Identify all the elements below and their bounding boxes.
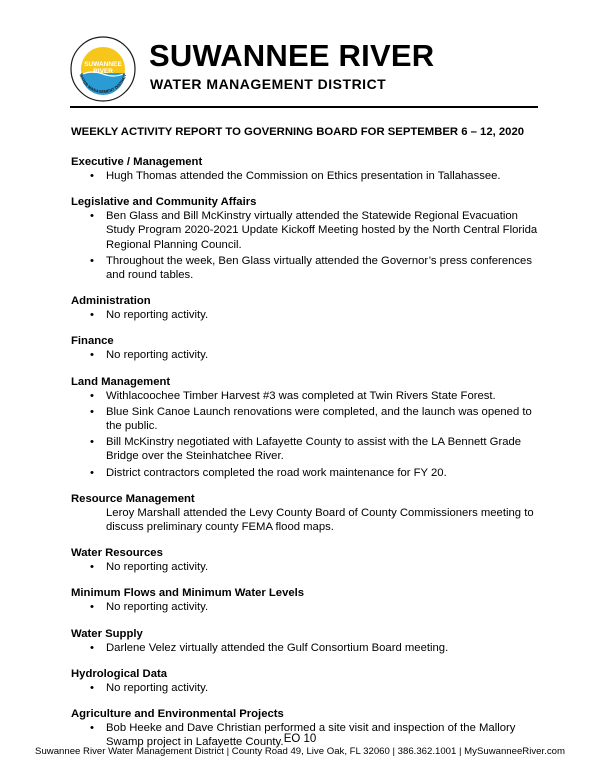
list-item (71, 466, 541, 480)
section-paragraph: Leroy Marshall attended the Levy County Board of County Commissioners meeting to discuss preliminary county FEMA flood maps. (106, 506, 534, 534)
report-section (71, 586, 541, 614)
report-section (71, 546, 541, 574)
list-item (71, 435, 541, 463)
bullet-icon: • (90, 349, 94, 362)
list-item-text: Bill McKinstry negotiated with Lafayette County to assist with the LA Bennett Grade Bridge over the Steinhatchee River. (106, 436, 522, 463)
list-item-text: No reporting activity. (106, 601, 209, 614)
report-sections (71, 155, 541, 749)
letterhead (70, 36, 538, 110)
list-item-text: District contractors completed the road work maintenance for FY 20. (106, 466, 447, 479)
report-body (71, 125, 541, 761)
bullet-list (71, 348, 541, 362)
report-section (71, 155, 541, 183)
section-heading: Hydrological Data (71, 667, 168, 680)
list-item (71, 209, 541, 252)
list-item-text: No reporting activity. (106, 309, 209, 322)
section-heading: Legislative and Community Affairs (71, 196, 257, 209)
report-section (71, 667, 541, 695)
section-heading: Finance (71, 335, 114, 348)
footer-address: Suwannee River Water Management District | County Road 49, Live Oak, FL 32060 | 386.362.1001 | MySuwanneeRiver.com (35, 746, 565, 757)
bullet-icon: • (90, 641, 94, 654)
report-section (71, 334, 541, 362)
section-heading: Resource Management (71, 492, 195, 505)
bullet-list (71, 681, 541, 695)
svg-text:SUWANNEE: SUWANNEE (84, 61, 122, 68)
bullet-icon: • (90, 466, 94, 479)
list-item (71, 405, 541, 433)
bullet-icon: • (90, 561, 94, 574)
report-section (71, 375, 541, 480)
page-number: EO 10 (283, 733, 317, 745)
bullet-icon: • (90, 389, 94, 402)
list-item (71, 389, 541, 403)
list-item-text: No reporting activity. (106, 349, 209, 362)
section-heading: Water Resources (71, 547, 163, 560)
list-item-text: Throughout the week, Ben Glass virtually attended the Governor’s press conferences and round tables. (106, 254, 532, 282)
list-item-text: No reporting activity. (106, 561, 209, 574)
brand-subtitle: WATER MANAGEMENT DISTRICT (150, 76, 387, 92)
list-item-text: Ben Glass and Bill McKinstry virtually attended the Statewide Regional Evacuation Study Program 2020-2021 Update Kickoff Meeting hosted by the North Central Florida Regional Planning Council. (106, 210, 538, 251)
report-section (71, 294, 541, 322)
bullet-icon: • (90, 405, 94, 418)
list-item (71, 308, 541, 322)
header-divider (70, 106, 538, 108)
page-footer (0, 733, 600, 758)
report-section (71, 195, 541, 282)
bullet-icon: • (90, 170, 94, 182)
list-item-text: Hugh Thomas attended the Commission on Ethics presentation in Tallahassee. (106, 170, 501, 182)
list-item (71, 681, 541, 695)
list-item (71, 348, 541, 362)
list-item (71, 641, 541, 655)
section-heading: Executive / Management (71, 156, 203, 168)
list-item-text: Blue Sink Canoe Launch renovations were completed, and the launch was opened to the public. (106, 405, 532, 433)
svg-text:RIVER: RIVER (93, 68, 113, 75)
bullet-list (71, 169, 541, 183)
bullet-icon: • (90, 722, 94, 735)
section-heading: Agriculture and Environmental Projects (71, 708, 284, 721)
section-heading: Minimum Flows and Minimum Water Levels (71, 587, 305, 600)
list-item (71, 560, 541, 574)
bullet-icon: • (90, 681, 94, 694)
list-item-text: Bob Heeke and Dave Christian performed a site visit and inspection of the Mallory Swamp project in Lafayette County. (106, 722, 516, 749)
bullet-icon: • (90, 309, 94, 322)
list-item (71, 169, 541, 183)
section-heading: Administration (71, 295, 151, 308)
bullet-list (71, 641, 541, 655)
report-section (71, 627, 541, 655)
bullet-icon: • (90, 210, 94, 223)
svg-text:WATER MANAGEMENT DISTRICT: WATER MANAGEMENT DISTRICT (78, 73, 128, 95)
report-section (71, 492, 541, 534)
list-item-text: No reporting activity. (106, 681, 209, 694)
bullet-list (71, 389, 541, 480)
section-heading: Land Management (71, 375, 171, 388)
bullet-list (71, 560, 541, 574)
report-title: WEEKLY ACTIVITY REPORT TO GOVERNING BOARD FOR SEPTEMBER 6 – 12, 2020 (71, 126, 525, 138)
list-item (71, 600, 541, 614)
list-item-text: Darlene Velez virtually attended the Gulf Consortium Board meeting. (106, 641, 449, 654)
brand-title: SUWANNEE RIVER (149, 38, 435, 73)
bullet-icon: • (90, 436, 94, 449)
bullet-list (71, 308, 541, 322)
bullet-list (71, 209, 541, 282)
list-item-text: Withlacoochee Timber Harvest #3 was completed at Twin Rivers State Forest. (106, 389, 496, 402)
section-heading: Water Supply (71, 627, 143, 640)
bullet-icon: • (90, 254, 94, 267)
bullet-list (71, 600, 541, 614)
list-item (71, 254, 541, 282)
district-logo (70, 36, 136, 102)
bullet-icon: • (90, 601, 94, 614)
